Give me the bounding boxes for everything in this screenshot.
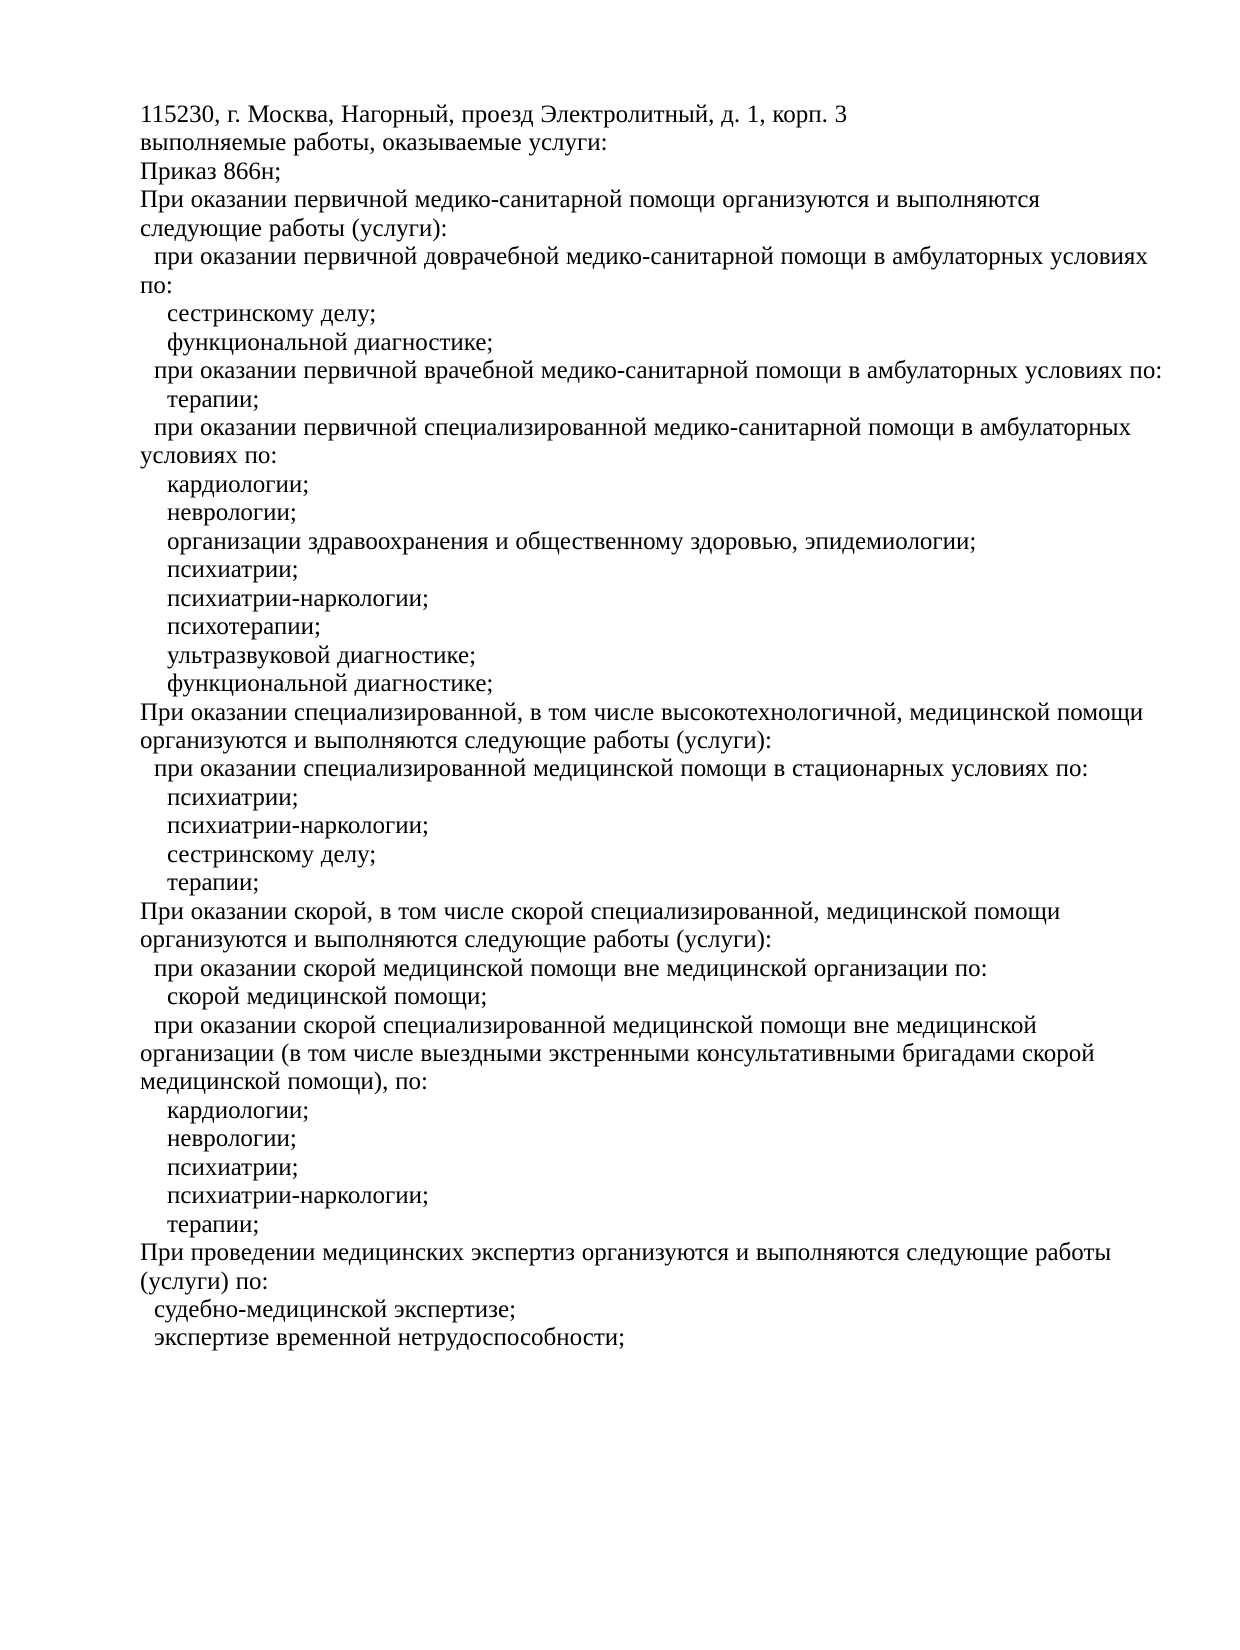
document-line: выполняемые работы, оказываемые услуги: <box>140 129 608 157</box>
document-line: при оказании первичной специализированной медико-санитарной помощи в амбулаторных условиях по: <box>140 413 1132 470</box>
document-line: скорой медицинской помощи; <box>167 983 488 1011</box>
document-line: терапии; <box>167 385 260 413</box>
document-line: психиатрии; <box>167 1153 299 1181</box>
document-line: кардиологии; <box>167 1096 310 1124</box>
document-line: при оказании специализированной медицинской помощи в стационарных условиях по: <box>154 755 1089 783</box>
document-line: при оказании первичной врачебной медико-санитарной помощи в амбулаторных условиях по: <box>154 357 1163 385</box>
document-line: сестринскому делу; <box>167 300 377 328</box>
document-line: При оказании специализированной, в том числе высокотехнологичной, медицинской помощи организуются и выполняются следующие работы (услуги): <box>140 698 1144 754</box>
document-line: терапии; <box>167 869 260 897</box>
document-line: при оказании скорой медицинской помощи вне медицинской организации по: <box>154 954 988 982</box>
document-line: функциональной диагностике; <box>167 328 494 356</box>
document-line: неврологии; <box>167 499 297 527</box>
document-line: неврологии; <box>167 1125 297 1153</box>
document-line: 115230, г. Москва, Нагорный, проезд Электролитный, д. 1, корп. 3 <box>140 101 848 128</box>
document-line: психиатрии; <box>167 556 299 584</box>
document-line: кардиологии; <box>167 470 310 498</box>
document-line: При оказании скорой, в том числе скорой специализированной, медицинской помощи организуются и выполняются следующие работы (услуги): <box>140 897 1061 954</box>
document-line: психиатрии-наркологии; <box>167 812 429 840</box>
document-line: при оказании первичной доврачебной медико-санитарной помощи в амбулаторных условиях по: <box>140 243 1148 299</box>
document-line: функциональной диагностике; <box>167 670 494 698</box>
document-line: судебно-медицинской экспертизе; <box>154 1296 517 1324</box>
document-line: экспертизе временной нетрудоспособности; <box>154 1324 626 1352</box>
document-line: ультразвуковой диагностике; <box>167 641 477 669</box>
document-line: психотерапии; <box>167 613 321 641</box>
document-line: При проведении медицинских экспертиз организуются и выполняются следующие работы (услуги) по: <box>140 1239 1112 1295</box>
document-line: При оказании первичной медико-санитарной помощи организуются и выполняются следующие работы (услуги): <box>140 186 1040 242</box>
document-line: организации здравоохранения и общественному здоровью, эпидемиологии; <box>167 527 977 555</box>
document-line: психиатрии-наркологии; <box>167 1182 429 1210</box>
document-line: психиатрии; <box>167 783 299 811</box>
document-line: психиатрии-наркологии; <box>167 584 429 612</box>
document-line: сестринскому делу; <box>167 840 377 868</box>
document-line: Приказ 866н; <box>140 157 282 185</box>
document-line: при оказании скорой специализированной медицинской помощи вне медицинской организации (в том числе выездными экстренными консультативными бригадами скорой медицинской помощи), по: <box>140 1011 1095 1096</box>
document-text-block <box>140 101 1164 1353</box>
document-line: терапии; <box>167 1210 260 1238</box>
